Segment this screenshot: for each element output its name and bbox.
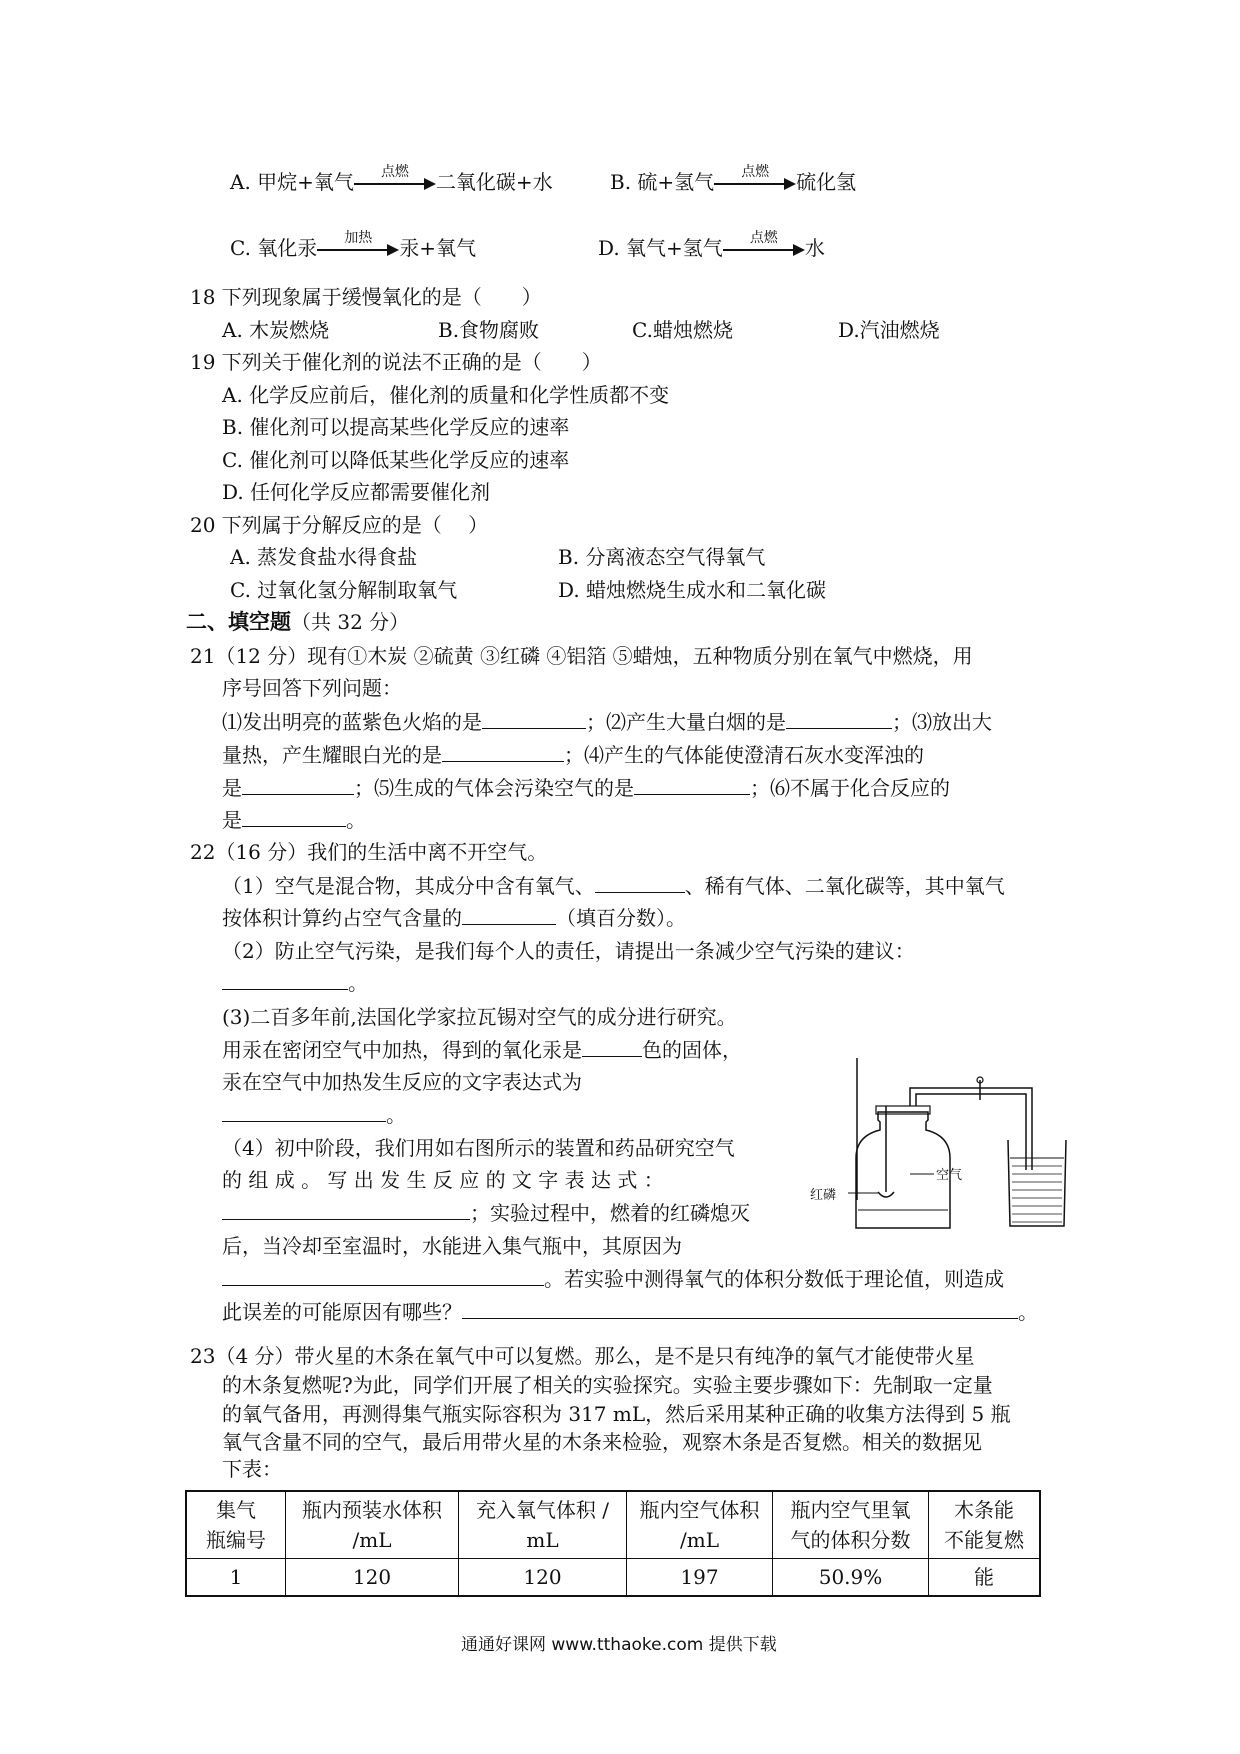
- section-title: 二、填空题: [186, 609, 291, 634]
- q22-text: 色的固体，: [642, 1038, 742, 1062]
- answer-blank[interactable]: [482, 710, 586, 729]
- header-cell: 充入氧气体积 / mL: [459, 1491, 627, 1559]
- q18-option-d: D.汽油燃烧: [838, 318, 940, 342]
- q22-text: （填百分数）。: [556, 906, 686, 930]
- q22-text: 按体积计算约占空气含量的: [222, 906, 462, 930]
- q23-line5: 下表：: [222, 1457, 282, 1481]
- q18-option-a: A. 木炭燃烧: [222, 318, 330, 342]
- q17-option-c: [230, 229, 477, 262]
- table-cell: 50.9%: [773, 1559, 929, 1597]
- reaction-arrow: [714, 163, 796, 194]
- option-label: C.: [230, 236, 251, 260]
- answer-blank[interactable]: [222, 971, 348, 990]
- q21-line3: [222, 708, 992, 736]
- header-cell: 瓶内空气体积 /mL: [627, 1491, 773, 1559]
- q18-option-b: B.食物腐败: [438, 318, 540, 342]
- header-cell: 瓶内预装水体积 /mL: [286, 1491, 459, 1559]
- q22-p2-line1: （2）防止空气污染，是我们每个人的责任，请提出一条减少空气污染的建议：: [222, 939, 915, 963]
- q22-text: 、稀有气体、二氧化碳等，其中氧气: [684, 874, 1005, 898]
- products: 汞+氧气: [399, 236, 477, 260]
- q18-stem: 18 下列现象属于缓慢氧化的是（ ）: [190, 285, 542, 309]
- q21-part3: ；⑶放出大: [892, 710, 992, 734]
- table-cell: 1: [186, 1559, 286, 1597]
- q22-p3-line1: (3)二百多年前,法国化学家拉瓦锡对空气的成分进行研究。: [222, 1005, 737, 1029]
- q21-line2: 序号回答下列问题：: [222, 676, 402, 700]
- q20-option-a: A. 蒸发食盐水得食盐: [230, 545, 418, 569]
- reaction-condition: 加热: [344, 229, 373, 246]
- q23-line1: 23（4 分）带火星的木条在氧气中可以复燃。那么，是不是只有纯净的氧气才能使带火星: [190, 1344, 975, 1368]
- apparatus-diagram: [820, 1050, 1080, 1230]
- q20-stem: 20 下列属于分解反应的是（ ）: [190, 513, 489, 537]
- q22-p3-line3: 汞在空气中加热发生反应的文字表达式为: [222, 1070, 582, 1094]
- q19-option-d: D. 任何化学反应都需要催化剂: [222, 480, 491, 504]
- page-footer: 通通好课网 www.tthaoke.com 提供下载: [461, 1635, 777, 1655]
- q22-p4-line2: 的 组 成 。 写 出 发 生 反 应 的 文 字 表 达 式 ：: [222, 1168, 664, 1192]
- option-label: B.: [610, 170, 632, 194]
- table-header-row: [186, 1491, 1040, 1559]
- q22-stem: 22（16 分）我们的生活中离不开空气。: [190, 840, 548, 864]
- q22-p4-line5: [222, 1265, 1004, 1293]
- answer-blank[interactable]: [242, 808, 346, 827]
- q22-p4-line3: [222, 1199, 750, 1227]
- reactants: 甲烷+氧气: [257, 170, 354, 194]
- q22-p4-line1: （4）初中阶段，我们用如右图所示的装置和药品研究空气: [222, 1136, 735, 1160]
- reaction-condition: 点燃: [380, 163, 409, 180]
- q21-line1: 21（12 分）现有①木炭 ②硫黄 ③红磷 ④铝箔 ⑤蜡烛，五种物质分别在氧气中燃烧，用: [190, 644, 973, 668]
- q22-p4-line4: 后，当冷却至室温时，水能进入集气瓶中，其原因为: [222, 1234, 682, 1258]
- reactants: 氧气+氢气: [626, 236, 723, 260]
- reaction-condition: 点燃: [741, 163, 770, 180]
- q21-part8: ；⑹不属于化合反应的: [750, 776, 950, 800]
- q19-option-c: C. 催化剂可以降低某些化学反应的速率: [222, 448, 570, 472]
- answer-blank[interactable]: [634, 776, 750, 795]
- option-label: A.: [230, 170, 251, 194]
- q22-text: 。: [386, 1103, 406, 1127]
- q22-p3-line2: [222, 1036, 742, 1064]
- answer-blank[interactable]: [242, 776, 354, 795]
- q17-option-a: [230, 163, 553, 196]
- q21-part4: 量热，产生耀眼白光的是: [222, 743, 442, 767]
- q21-part7: ；⑸生成的气体会污染空气的是: [354, 776, 634, 800]
- q22-p4-line6: [222, 1298, 1038, 1326]
- answer-blank[interactable]: [222, 1267, 544, 1286]
- q23-line3: 的氧气备用，再测得集气瓶实际容积为 317 mL，然后采用某种正确的收集方法得到 5 瓶: [222, 1402, 1011, 1426]
- answer-blank[interactable]: [595, 874, 685, 893]
- q20-option-b: B. 分离液态空气得氧气: [558, 545, 766, 569]
- table-row: [186, 1559, 1040, 1597]
- label-red-phosphorus: 红磷: [810, 1188, 837, 1203]
- q19-option-a: A. 化学反应前后，催化剂的质量和化学性质都不变: [222, 383, 670, 407]
- option-label: D.: [598, 236, 620, 260]
- apparatus-figure: [810, 1050, 1080, 1230]
- table-cell: 197: [627, 1559, 773, 1597]
- q22-text: （1）空气是混合物，其成分中含有氧气、: [222, 874, 595, 898]
- table-cell: 120: [459, 1559, 627, 1597]
- answer-blank[interactable]: [462, 1300, 1018, 1319]
- q21-line6: [222, 806, 366, 834]
- section-score: （共 32 分）: [291, 610, 410, 634]
- q22-text: 。若实验中测得氧气的体积分数低于理论值，则造成: [544, 1267, 1004, 1291]
- q20-option-c: C. 过氧化氢分解制取氧气: [230, 578, 458, 602]
- label-air: 空气: [936, 1168, 963, 1183]
- reaction-arrow: [317, 229, 399, 260]
- q22-p1-line2: [222, 904, 686, 932]
- experiment-table: [185, 1490, 1041, 1597]
- q21-part6: 是: [222, 776, 242, 800]
- reaction-arrow: [354, 163, 436, 194]
- products: 硫化氢: [796, 170, 857, 194]
- q19-option-b: B. 催化剂可以提高某些化学反应的速率: [222, 415, 570, 439]
- q17-option-d: [598, 229, 825, 262]
- q22-text: 用汞在密闭空气中加热，得到的氧化汞是: [222, 1038, 582, 1062]
- q19-stem: 19 下列关于催化剂的说法不正确的是（ ）: [190, 350, 602, 374]
- q17-option-b: [610, 163, 857, 196]
- q22-text: 此误差的可能原因有哪些？: [222, 1300, 462, 1324]
- q21-line5: [222, 774, 950, 802]
- q22-p1-line1: [222, 872, 1005, 900]
- reaction-arrow: [723, 229, 805, 260]
- answer-blank[interactable]: [462, 906, 556, 925]
- q22-text: 。: [348, 971, 368, 995]
- table-cell: 能: [929, 1559, 1041, 1597]
- q21-part2: ；⑵产生大量白烟的是: [586, 710, 786, 734]
- table-cell: 120: [286, 1559, 459, 1597]
- q22-text: 。: [1018, 1300, 1038, 1324]
- q21-part10: 。: [346, 808, 366, 832]
- q21-part9: 是: [222, 808, 242, 832]
- q22-text: ；实验过程中，燃着的红磷熄灭: [470, 1201, 750, 1225]
- q23-line4: 氧气含量不同的空气，最后用带火星的木条来检验，观察木条是否复燃。相关的数据见: [222, 1430, 982, 1454]
- header-cell: 瓶内空气里氧 气的体积分数: [773, 1491, 929, 1559]
- reaction-condition: 点燃: [749, 229, 778, 246]
- q21-line4: [222, 741, 924, 769]
- header-cell: 集气 瓶编号: [186, 1491, 286, 1559]
- answer-blank[interactable]: [582, 1038, 642, 1057]
- answer-blank[interactable]: [786, 710, 892, 729]
- header-cell: 木条能 不能复燃: [929, 1491, 1041, 1559]
- q18-option-c: C.蜡烛燃烧: [632, 318, 733, 342]
- q22-p2-line2: [222, 969, 368, 997]
- answer-blank[interactable]: [442, 743, 564, 762]
- answer-blank[interactable]: [222, 1201, 470, 1220]
- q20-option-d: D. 蜡烛燃烧生成水和二氧化碳: [558, 578, 827, 602]
- answer-blank[interactable]: [222, 1103, 386, 1122]
- products: 水: [804, 236, 825, 260]
- reactants: 硫+氢气: [637, 170, 715, 194]
- q21-part5: ；⑷产生的气体能使澄清石灰水变浑浊的: [564, 743, 924, 767]
- reactants: 氧化汞: [257, 236, 318, 260]
- section-heading: [186, 608, 409, 636]
- products: 二氧化碳+水: [435, 170, 553, 194]
- q23-line2: 的木条复燃呢?为此，同学们开展了相关的实验探究。实验主要步骤如下：先制取一定量: [222, 1373, 993, 1397]
- q22-p3-line4: [222, 1101, 406, 1129]
- q21-part1: ⑴发出明亮的蓝紫色火焰的是: [222, 710, 482, 734]
